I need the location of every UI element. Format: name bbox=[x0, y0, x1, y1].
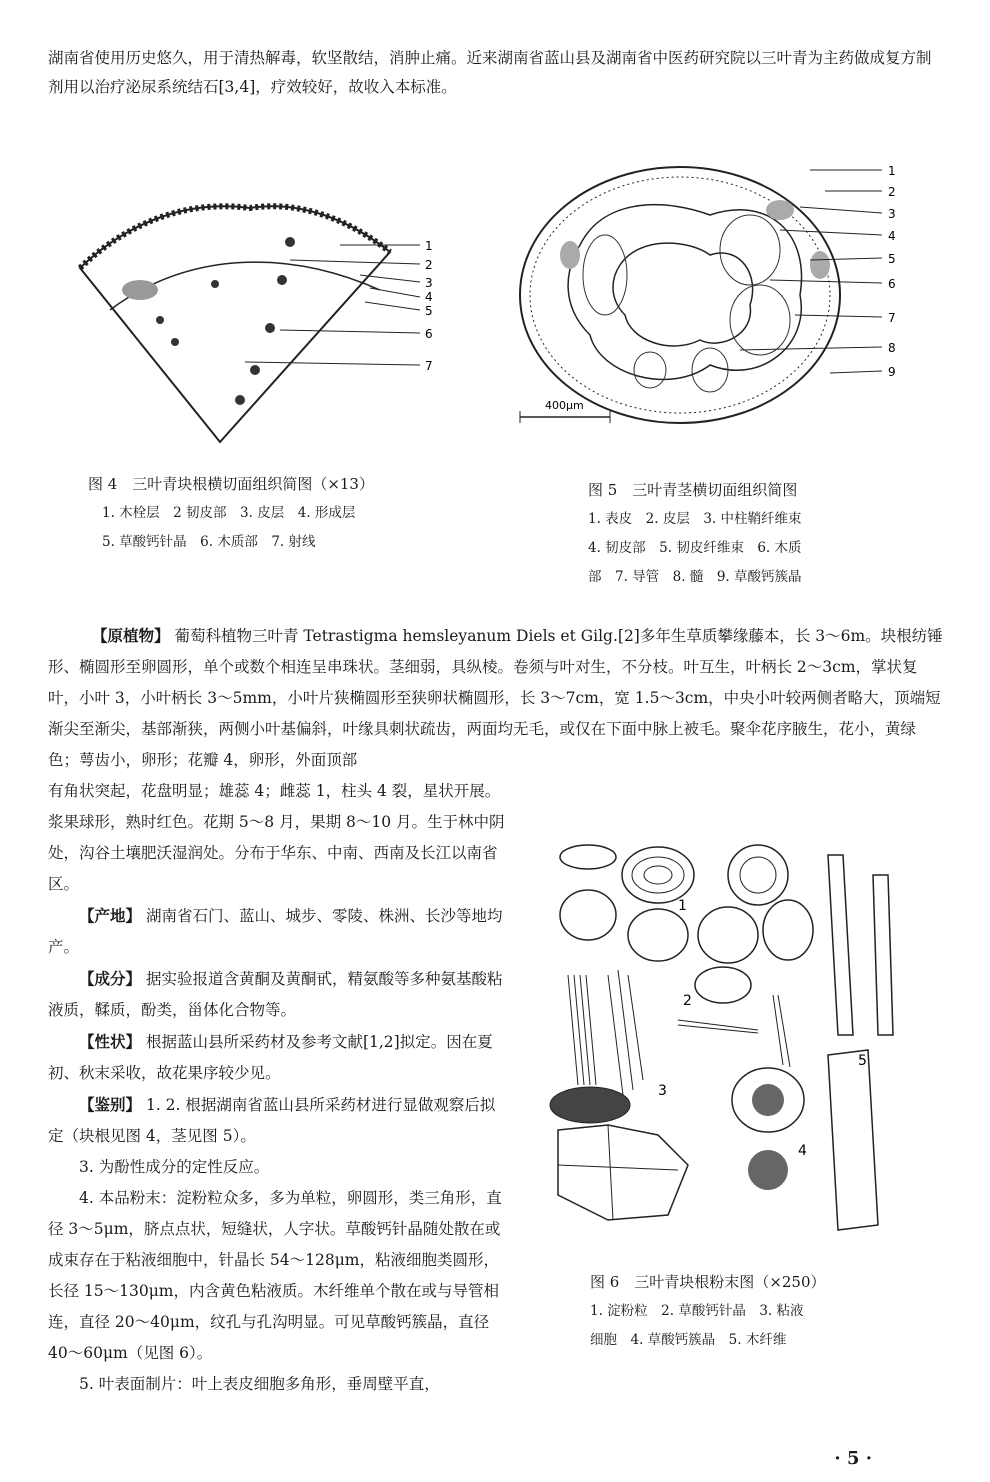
origin-text: 湖南省石门、蓝山、城步、零陵、株洲、长沙等地均产。 bbox=[48, 907, 503, 956]
character-text: 根据蓝山县所采药材及参考文献[1,2]拟定。因在夏初、秋末采收，故花果序较少见。 bbox=[48, 1033, 493, 1082]
figure-5-caption bbox=[588, 476, 918, 592]
fig5-title: 图 5 三叶青茎横切面组织简图 bbox=[588, 481, 798, 499]
plant-text-narrow: 有角状突起，花盘明显；雄蕊 4；雌蕊 1，柱头 4 裂，星状开展。浆果球形，熟时红色。花期 5～8 月，果期 8～10 月。生于林中阴处，沟谷土壤肥沃湿润处。分布于华东、中南、西南及长江以南省区。 bbox=[48, 782, 505, 893]
identify-text-3: 3. 为酚性成分的定性反应。 bbox=[79, 1158, 270, 1176]
identify-text-5: 5. 叶表面制片：叶上表皮细胞多角形，垂周壁平直， bbox=[79, 1375, 440, 1393]
intro-paragraph: 湖南省使用历史悠久，用于清热解毒，软坚散结，消肿止痛。近来湖南省蓝山县及湖南省中医药研究院以三叶青为主药做成复方制剂用以治疗泌尿系统结石[3,4]，疗效较好，故收入本标准。 bbox=[48, 49, 932, 96]
figure-6-powder bbox=[548, 835, 908, 1235]
fig5-label-2: 2 bbox=[888, 185, 896, 199]
left-column bbox=[48, 776, 508, 1400]
page-number: · 5 · bbox=[834, 1448, 872, 1469]
identify-text-4: 4. 本品粉末：淀粉粒众多，多为单粒，卵圆形，类三角形，直径 3～5μm，脐点点状，短缝状，人字状。草酸钙针晶随处散在或成束存在于粘液细胞中，针晶长 54～128μm，粘液细胞类圆形，长径 15～130μm，内含黄色粘液质。木纤维单个散在或与导管相连，直径 20～40μm，纹孔与孔沟明显。可见草酸钙簇晶，直径 40～60μm（见图 6）。 bbox=[48, 1189, 502, 1362]
fig5-label-3: 3 bbox=[888, 207, 896, 221]
fig4-legend-line-1: 1. 木栓层 2 韧皮部 3. 皮层 4. 形成层 bbox=[102, 505, 356, 521]
section-original-plant bbox=[48, 620, 943, 776]
section-heading-plant: 【原植物】 bbox=[92, 626, 170, 645]
fig5-label-9: 9 bbox=[888, 365, 896, 379]
figure-6-caption bbox=[590, 1268, 920, 1355]
identify-text-1: 1. 2. 根据湖南省蓝山县所采药材进行显做观察后拟定（块根见图 4，茎见图 5）。 bbox=[48, 1096, 496, 1145]
figure-5-stem-cross-section bbox=[510, 155, 910, 455]
plant-text-full: 葡萄科植物三叶青 Tetrastigma hemsleyanum Diels et Gilg.[2]多年生草质攀缘藤本，长 3～6m。块根纺锤形、椭圆形至卵圆形，单个或数个相连呈串珠状。茎细弱，具纵棱。卷须与叶对生，不分枝。叶互生，叶柄长 2～3cm，掌状复叶，小叶 3，小叶柄长 3～5mm，小叶片狭椭圆形至狭卵状椭圆形，长 3～7cm，宽 1.5～3cm，中央小叶较两侧者略大，顶端短渐尖至渐尖，基部渐狭，两侧小叶基偏斜，叶缘具刺状疏齿，两面均无毛，或仅在下面中脉上被毛。聚伞花序腋生，花小，黄绿色；萼齿小，卵形；花瓣 4，卵形，外面顶部 bbox=[48, 627, 943, 769]
section-heading-origin: 【产地】 bbox=[79, 906, 142, 925]
fig4-legend-line-2: 5. 草酸钙针晶 6. 木质部 7. 射线 bbox=[102, 534, 316, 550]
fig5-scale-bar-label: 400μm bbox=[545, 399, 584, 412]
fig6-legend-line-1: 1. 淀粉粒 2. 草酸钙针晶 3. 粘液 bbox=[590, 1303, 804, 1319]
fig5-label-7: 7 bbox=[888, 311, 896, 325]
fig4-label-7: 7 bbox=[425, 359, 433, 373]
fig4-label-2: 2 bbox=[425, 258, 433, 272]
fig5-label-8: 8 bbox=[888, 341, 896, 355]
figure-4-caption bbox=[88, 470, 468, 557]
section-heading-character: 【性状】 bbox=[79, 1032, 142, 1051]
figure-4-root-cross-section bbox=[70, 180, 450, 450]
fig6-title: 图 6 三叶青块根粉末图（×250） bbox=[590, 1273, 826, 1291]
fig5-label-1: 1 bbox=[888, 164, 896, 178]
fig6-label-3: 3 bbox=[658, 1083, 667, 1099]
fig4-label-1: 1 bbox=[425, 239, 433, 253]
fig6-legend-line-2: 细胞 4. 草酸钙簇晶 5. 木纤维 bbox=[590, 1332, 787, 1348]
fig4-label-3: 3 bbox=[425, 276, 433, 290]
section-heading-composition: 【成分】 bbox=[79, 969, 142, 988]
fig5-legend-line-1: 1. 表皮 2. 皮层 3. 中柱鞘纤维束 bbox=[588, 511, 802, 527]
fig6-label-1: 1 bbox=[678, 898, 687, 914]
fig5-legend-line-2: 4. 韧皮部 5. 韧皮纤维束 6. 木质 bbox=[588, 540, 802, 556]
fig4-title: 图 4 三叶青块根横切面组织简图（×13） bbox=[88, 475, 374, 493]
fig4-label-6: 6 bbox=[425, 327, 433, 341]
composition-text: 据实验报道含黄酮及黄酮甙，精氨酸等多种氨基酸粘液质，鞣质，酚类，甾体化合物等。 bbox=[48, 970, 503, 1019]
fig4-label-4: 4 bbox=[425, 290, 433, 304]
fig6-label-5: 5 bbox=[858, 1053, 867, 1069]
fig4-label-5: 5 bbox=[425, 304, 433, 318]
fig5-label-4: 4 bbox=[888, 229, 896, 243]
fig6-label-4: 4 bbox=[798, 1143, 807, 1159]
section-heading-identification: 【鉴别】 bbox=[79, 1095, 142, 1114]
fig5-label-6: 6 bbox=[888, 277, 896, 291]
fig6-label-2: 2 bbox=[683, 993, 692, 1009]
fig5-label-5: 5 bbox=[888, 252, 896, 266]
fig5-legend-line-3: 部 7. 导管 8. 髓 9. 草酸钙簇晶 bbox=[588, 569, 802, 585]
